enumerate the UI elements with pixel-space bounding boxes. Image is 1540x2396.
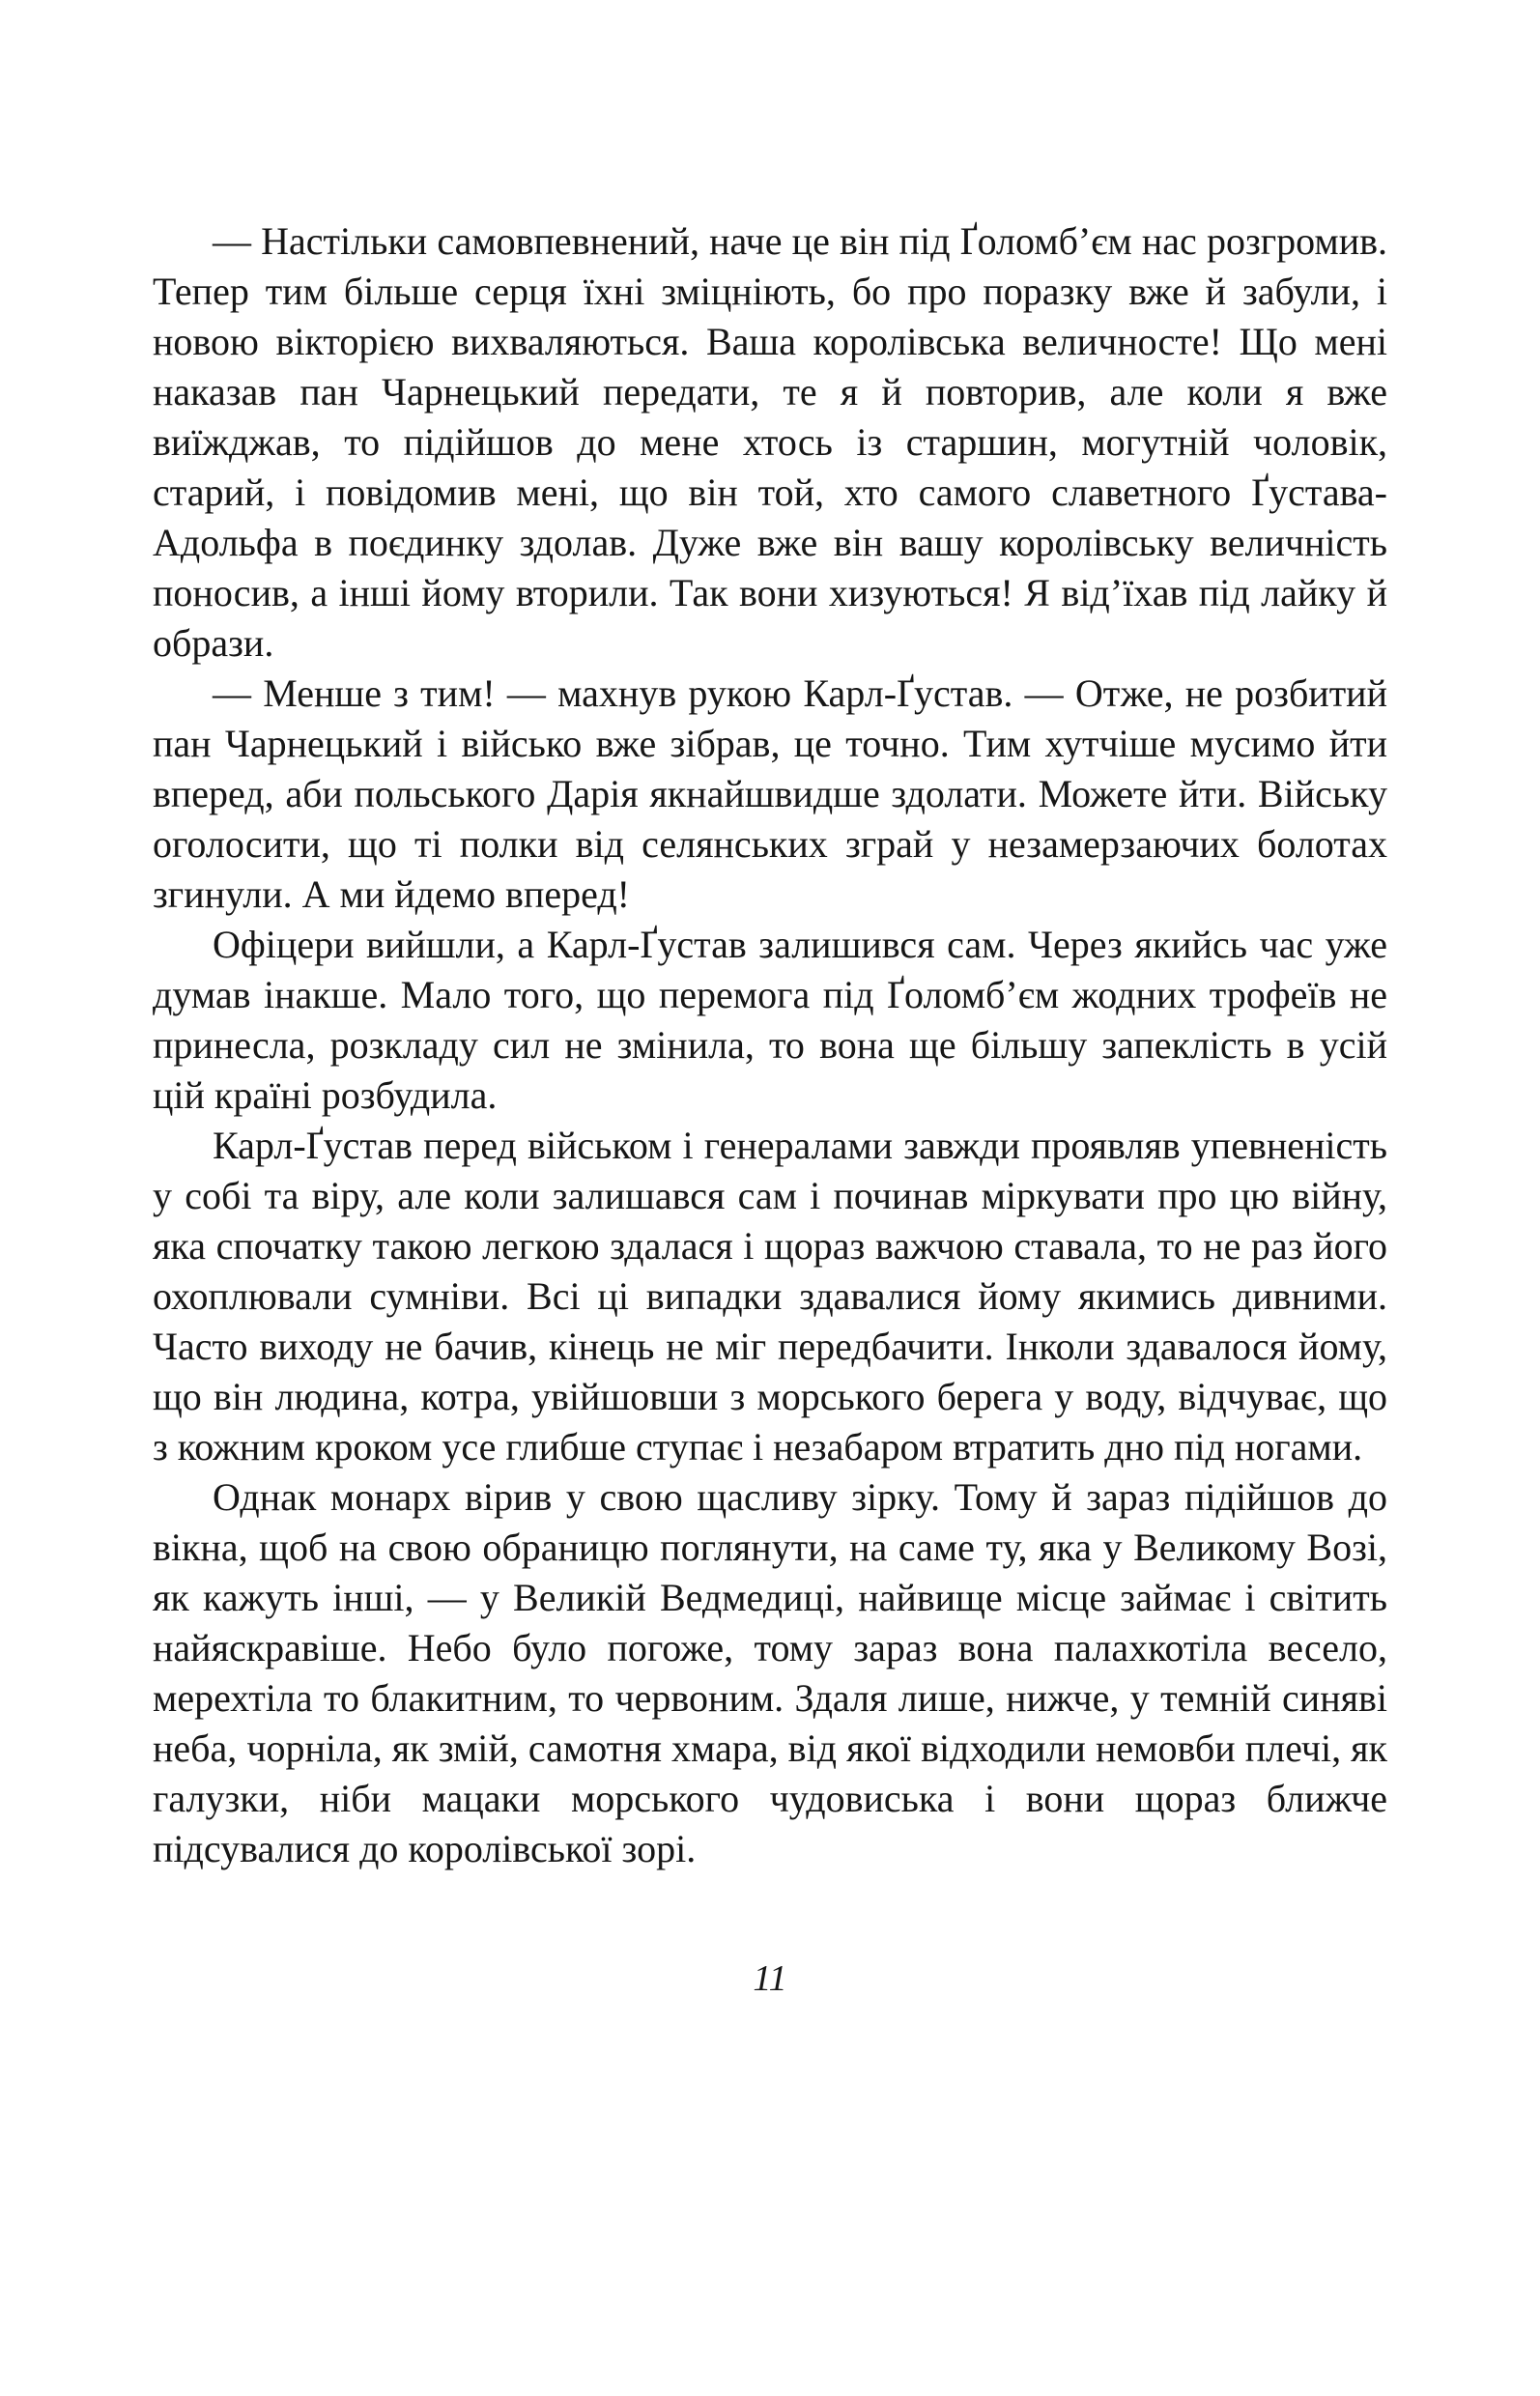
paragraph: Однак монарх вірив у свою щасливу зірку. Тому й зараз підійшов до вікна, щоб на свою обраницю поглянути, на саме ту, яка у Великому Возі, як кажуть інші, — у Великій Ведмедиці, найвище місце займає і світить найяскравіше. Небо було погоже, тому зараз вона палахкотіла весело, мерехтіла то блакитним, то червоним. Здаля лише, нижче, у темній синяві неба, чорніла, як змій, самотня хмара, від якої відходили немовби плечі, як галузки, ніби мацаки морського чудовиська і вони щораз ближче підсувалися до королівської зорі. [153, 1475, 1387, 1870]
text-block [153, 216, 1387, 1874]
paragraph: Карл-Ґустав перед військом і генералами завжди проявляв упевненість у собі та віру, але коли залишався сам і починав міркувати про цю війну, яка спочатку такою легкою здалася і щораз важчою ставала, то не раз його охоплювали сумніви. Всі ці випадки здавалися йому якимись дивними. Часто виходу не бачив, кінець не міг передбачити. Інколи здавалося йому, що він людина, котра, увійшовши з морського берега у воду, відчуває, що з кожним кроком усе глибше ступає і незабаром втратить дно під ногами. [153, 1124, 1387, 1469]
paragraph: — Менше з тим! — махнув рукою Карл-Ґустав. — Отже, не розбитий пан Чарнецький і військо вже зібрав, це точно. Тим хутчіше мусимо йти вперед, аби польського Дарія якнайшвидше здолати. Можете йти. Війську оголосити, що ті полки від селянських зграй у незамерзаючих болотах згинули. А ми йдемо вперед! [153, 671, 1387, 916]
paragraph: — Настільки самовпевнений, наче це він під Ґоломб’єм нас розгромив. Тепер тим більше серця їхні зміцніють, бо про поразку вже й забули, і новою вікторією вихваляються. Ваша королівська величносте! Що мені наказав пан Чарнецький передати, те я й повторив, але коли я вже виїжджав, то підійшов до мене хтось із старшин, могутній чоловік, старий, і повідомив мені, що він той, хто самого славетного Ґустава-Адольфа в поєдинку здолав. Дуже вже він вашу королівську величність поносив, а інші йому вторили. Так вони хизуються! Я від’їхав під лайку й образи. [153, 219, 1387, 665]
paragraph: Офіцери вийшли, а Карл-Ґустав залишився сам. Через якийсь час уже думав інакше. Мало того, що перемога під Ґоломб’єм жодних трофеїв не принесла, розкладу сил не змінила, то вона ще більшу запеклість в усій цій країні розбудила. [153, 923, 1387, 1117]
page-number: 11 [753, 1958, 787, 1999]
